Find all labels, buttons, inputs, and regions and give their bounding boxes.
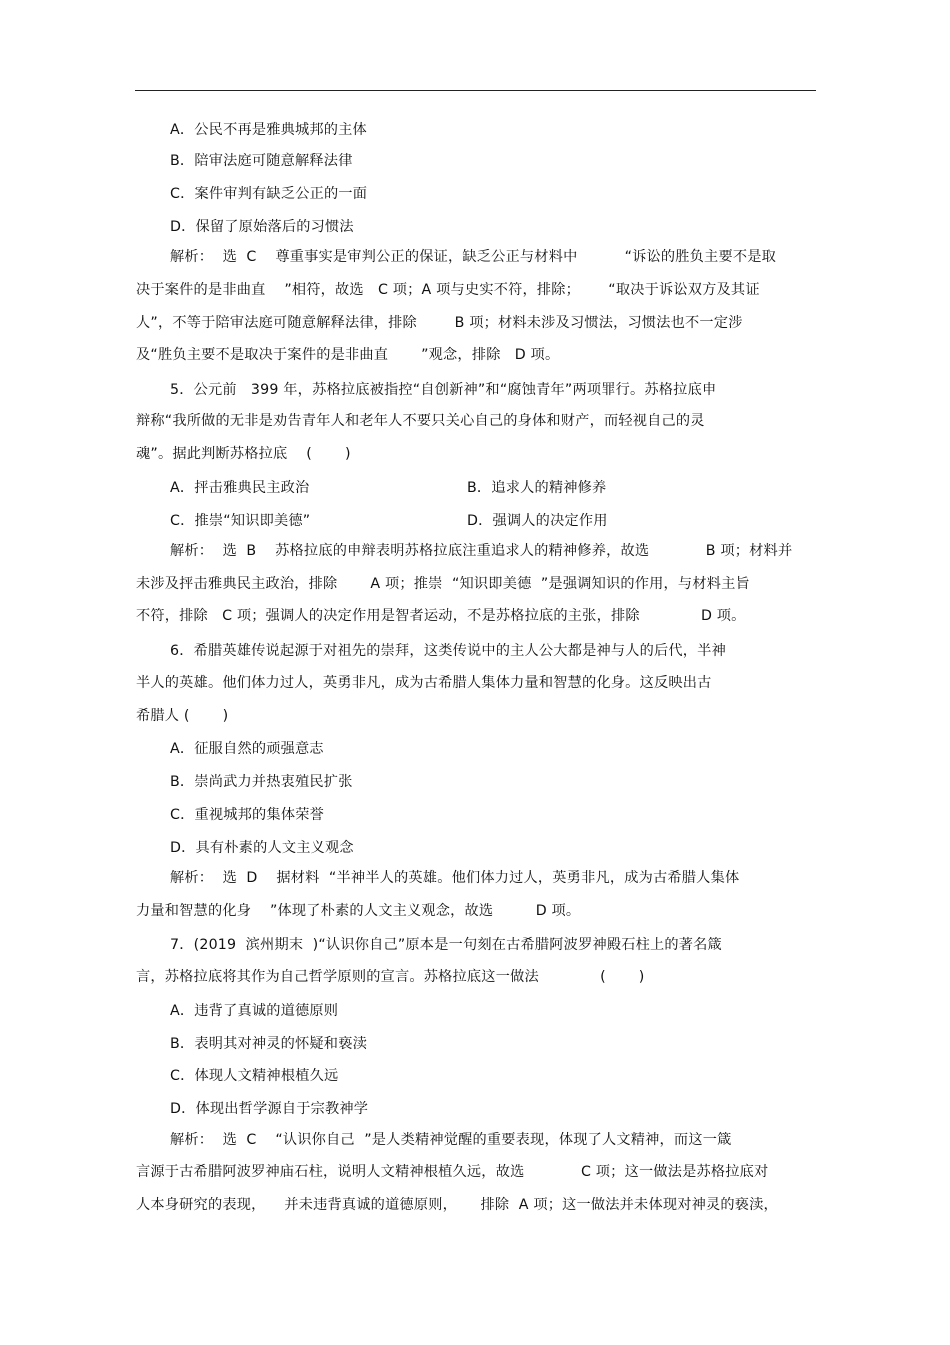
q6-stem-line: 6．希腊英雄传说起源于对祖先的崇拜，这类传说中的主人公大都是神与人的后代，半神 (170, 643, 726, 659)
q7-option-a: A．违背了真诚的道德原则 (170, 1003, 339, 1019)
q4-analysis-line: 人”，不等于陪审法庭可随意解释法律，排除 B 项；材料未涉及习惯法，习惯法也不一定涉 (136, 315, 743, 331)
q6-stem-line: 希腊人 ( ) (136, 708, 229, 724)
q5-stem-line: 魂”。据此判断苏格拉底 ( ) (136, 446, 351, 462)
q6-analysis-line: 力量和智慧的化身 ”体现了朴素的人文主义观念，故选 D 项。 (136, 903, 581, 919)
q4-option-d: D．保留了原始落后的习惯法 (170, 219, 354, 235)
q7-analysis-line: 言源于古希腊阿波罗神庙石柱，说明人文精神根植久远，故选 C 项；这一做法是苏格拉底对 (136, 1164, 769, 1180)
q5-analysis-line: 解析： 选 B 苏格拉底的申辩表明苏格拉底注重追求人的精神修养，故选 B 项；材料并 (170, 543, 793, 559)
q6-option-a: A．征服自然的顽强意志 (170, 741, 324, 757)
q6-analysis-line: 解析： 选 D 据材料 “半神半人的英雄。他们体力过人，英勇非凡，成为古希腊人集体 (170, 870, 740, 886)
q4-analysis-line: 解析： 选 C 尊重事实是审判公正的保证，缺乏公正与材料中 “诉讼的胜负主要不是取 (170, 249, 776, 265)
q7-option-c: C．体现人文精神根植久远 (170, 1068, 339, 1084)
q5-stem-line: 辩称“我所做的无非是劝告青年人和老年人不要只关心自己的身体和财产，而轻视自己的灵 (136, 413, 705, 429)
q5-option-d: D．强调人的决定作用 (467, 513, 608, 529)
q5-analysis-line: 不符，排除 C 项；强调人的决定作用是智者运动，不是苏格拉底的主张，排除 D 项。 (136, 608, 746, 624)
q7-option-b: B．表明其对神灵的怀疑和亵渎 (170, 1036, 367, 1052)
q7-option-d: D．体现出哲学源自于宗教神学 (170, 1101, 369, 1117)
q4-option-a: A．公民不再是雅典城邦的主体 (170, 122, 367, 138)
q7-analysis-line: 人本身研究的表现， 并未违背真诚的道德原则， 排除 A 项；这一做法并未体现对神灵的亵渎， (136, 1197, 778, 1213)
q7-analysis-line: 解析： 选 C “认识你自己 ”是人类精神觉醒的重要表现，体现了人文精神，而这一箴 (170, 1132, 732, 1148)
q7-stem-line: 言，苏格拉底将其作为自己哲学原则的宣言。苏格拉底这一做法 ( ) (136, 969, 645, 985)
q5-analysis-line: 未涉及抨击雅典民主政治，排除 A 项；推崇 “知识即美德 ”是强调知识的作用，与材料主旨 (136, 576, 750, 592)
q6-stem-line: 半人的英雄。他们体力过人，英勇非凡，成为古希腊人集体力量和智慧的化身。这反映出古 (136, 675, 712, 691)
q6-option-c: C．重视城邦的集体荣誉 (170, 807, 324, 823)
q4-option-b: B．陪审法庭可随意解释法律 (170, 153, 353, 169)
q4-analysis-line: 及“胜负主要不是取决于案件的是非曲直 ”观念，排除 D 项。 (136, 347, 560, 363)
q6-option-b: B．崇尚武力并热衷殖民扩张 (170, 774, 353, 790)
q5-option-a: A．抨击雅典民主政治 (170, 480, 310, 496)
q5-option-b: B．追求人的精神修养 (467, 480, 607, 496)
q4-option-c: C．案件审判有缺乏公正的一面 (170, 186, 368, 202)
header-rule (135, 90, 816, 91)
q7-stem-line: 7．(2019 滨州期末 )“认识你自己”原本是一句刻在古希腊阿波罗神殿石柱上的著名箴 (170, 937, 722, 953)
q5-option-c: C．推崇“知识即美德” (170, 513, 311, 529)
q5-stem-line: 5．公元前 399 年，苏格拉底被指控“自创新神”和“腐蚀青年”两项罪行。苏格拉底申 (170, 382, 717, 398)
q6-option-d: D．具有朴素的人文主义观念 (170, 840, 354, 856)
q4-analysis-line: 决于案件的是非曲直 ”相符，故选 C 项；A 项与史实不符，排除； “取决于诉讼双方及其证 (136, 282, 760, 298)
